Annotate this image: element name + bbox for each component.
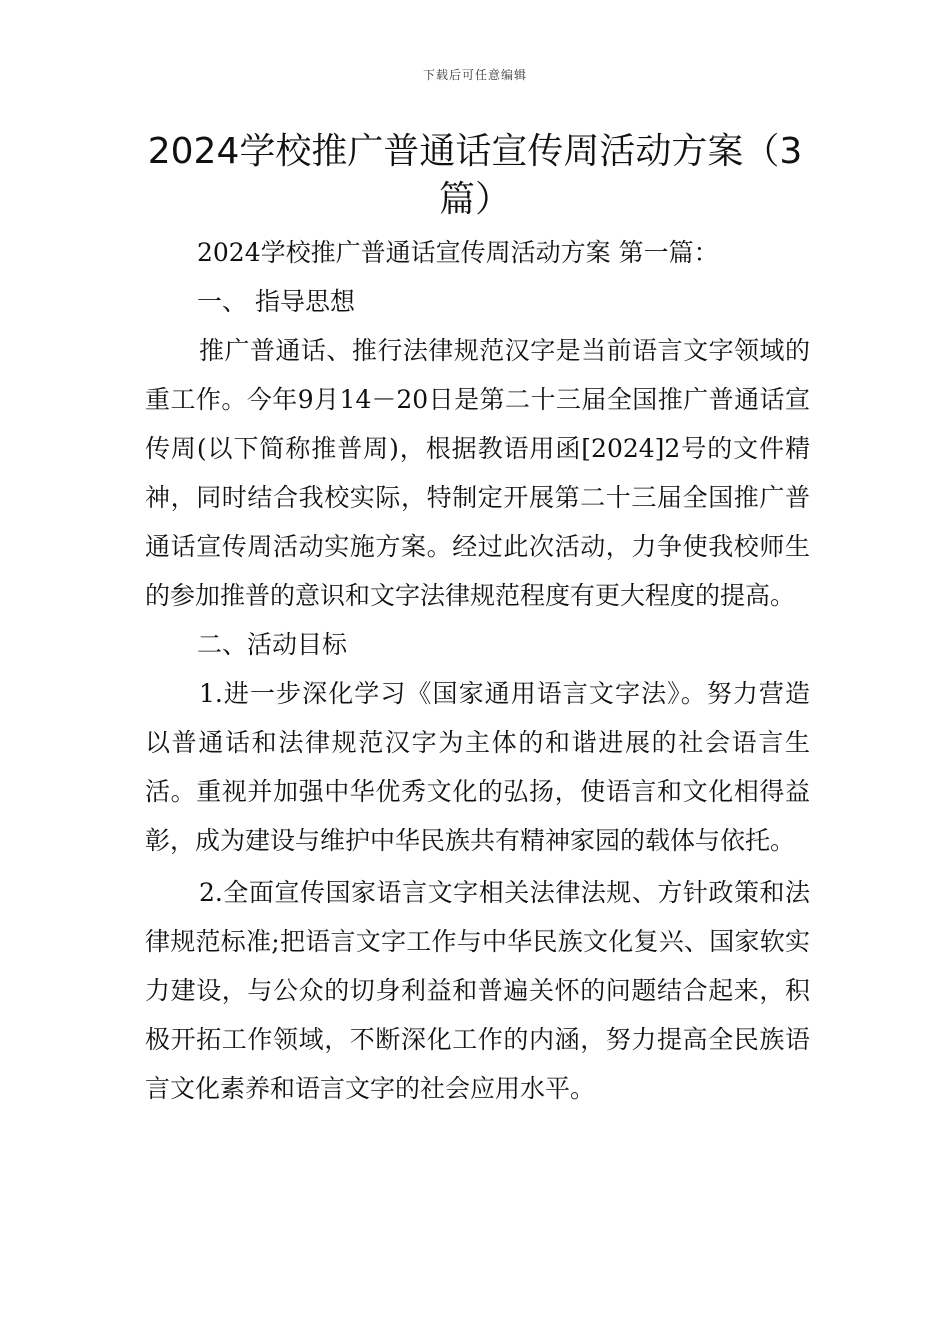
paragraph-guiding-ideology: 推广普通话、推行法律规范汉字是当前语言文字领域的重工作。今年9月14－20日是第二十三届全国推广普通话宣传周(以下简称推普周)，根据教语用函[2024]2号的文件精神，同时结合我校实际，特制定开展第二十三届全国推广普通话宣传周活动实施方案。经过此次活动，力争使我校师生的参加推普的意识和文字法律规范程度有更大程度的提高。	[145, 336, 810, 610]
heading-activity-goals: 二、活动目标	[197, 630, 348, 659]
section-intro: 2024学校推广普通话宣传周活动方案 第一篇：	[197, 238, 719, 267]
paragraph-goal-2: 2.全面宣传国家语言文字相关法律法规、方针政策和法律规范标准;把语言文字工作与中华民族文化复兴、国家软实力建设，与公众的切身利益和普遍关怀的问题结合起来，积极开拓工作领域，不断深化工作的内涵，努力提高全民族语言文化素养和语言文字的社会应用水平。	[145, 878, 810, 1103]
document-title: 2024学校推广普通话宣传周活动方案（3篇）	[147, 131, 803, 220]
paragraph-goal-1: 1.进一步深化学习《国家通用语言文字法》。努力营造以普通话和法律规范汉字为主体的和谐进展的社会语言生活。重视并加强中华优秀文化的弘扬，使语言和文化相得益彰，成为建设与维护中华民族共有精神家园的载体与依托。	[145, 679, 810, 855]
header-note: 下载后可任意编辑	[422, 68, 527, 82]
document-body	[145, 228, 810, 1113]
heading-guiding-ideology: 一、 指导思想	[197, 287, 355, 316]
